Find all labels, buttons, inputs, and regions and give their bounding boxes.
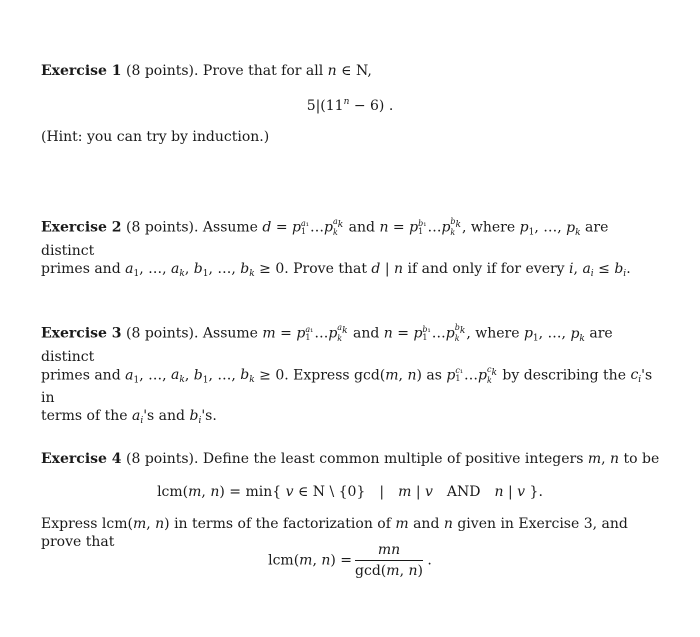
exercise-4-statement: Exercise 4 (8 points). Define the least common multiple of positive integers m, n to be (41, 451, 660, 467)
exercise-2-points: (8 points). (126, 219, 199, 236)
exercise-2-statement: Exercise 2 (8 points). Assume d = p a₁ 1 …p $a_k$ k and n = p b₁ 1 …p $b_k$ k , where $p_1$, …, $p_k$ are distinct primes and $a_1$, …, $a_k$, $b_1$, …, $b_k \ge 0$. Prove that d | n if and only if for every i, $a_i \le b_i$. (41, 217, 631, 279)
exercise-1-formula: $5|(11^n - 6)$ . (306, 97, 394, 114)
exercise-4-text: Express lcm(m, n) in terms of the factorization of m and n given in Exercise 3, and prove that (41, 516, 628, 550)
exercise-2-label: Exercise 2 (41, 219, 122, 236)
exercise-4-points: (8 points). (126, 451, 199, 467)
exercise-1-hint: (Hint: you can try by induction.) (41, 129, 270, 145)
exercise-4-label: Exercise 4 (41, 451, 122, 467)
lcm-definition: lcm(m, n) = min{ v ∈ N \ {0} | m | v AND n | v }. (157, 484, 543, 500)
lcm-formula: lcm(m, n) = $\frac{mn}{\gcd(m, n)}$ . (268, 542, 432, 579)
exercise-3-statement: Exercise 3 (8 points). Assume m = p a₁ 1 …p $a_k$ k and n = p b₁ 1 …p $b_k$ k , where $p_1$, …, $p_k$ are distinct primes and $a_1$, …, $a_k$, $b_1$, …, $b_k \ge 0$. Express gcd(m, n) as p c₁ 1 …p $c_k$ k by describing the $c_i's$ in terms of the $a_i's$ and $b_i's$. (41, 323, 653, 426)
exercise-1-points: (8 points). (126, 63, 199, 79)
exercise-1-statement: Exercise 1 (8 points). Prove that for all n ∈ N, (41, 63, 372, 79)
exercise-1-label: Exercise 1 (41, 63, 122, 79)
exercise-3-points: (8 points). (126, 325, 199, 342)
exercise-3-label: Exercise 3 (41, 325, 122, 342)
